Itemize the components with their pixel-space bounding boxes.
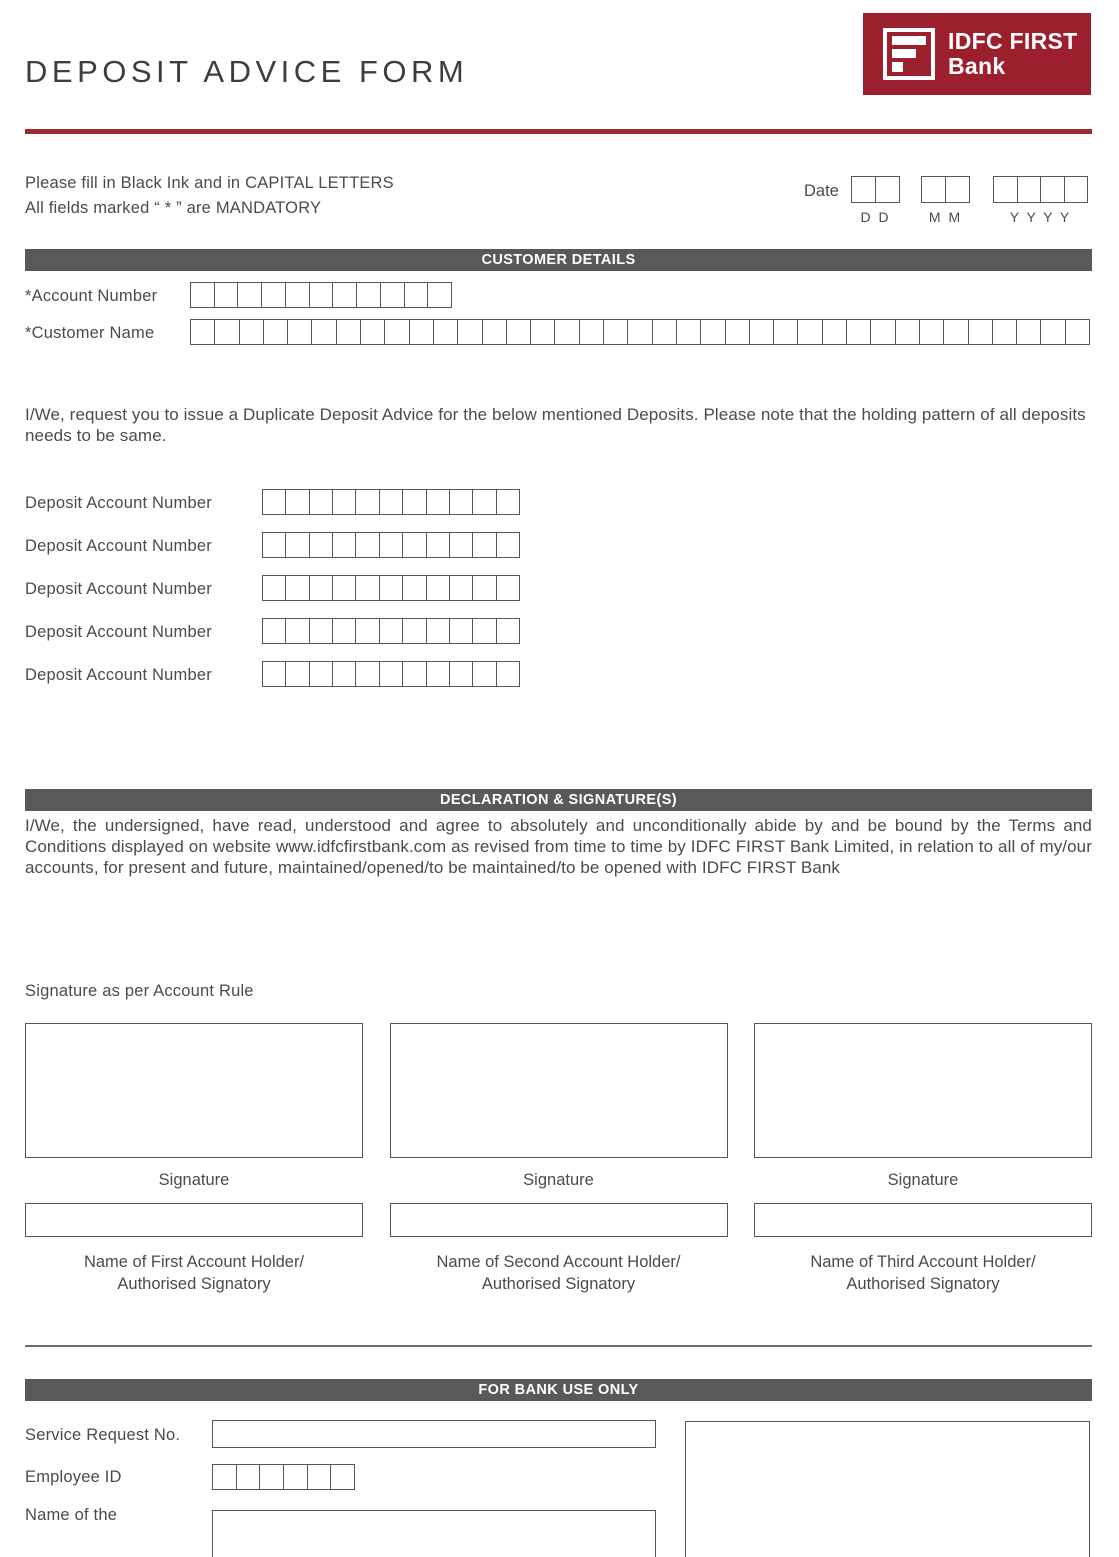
name-input-box-2[interactable] — [390, 1203, 728, 1237]
char-cell[interactable] — [331, 1465, 354, 1489]
signatory-column-2 — [390, 1023, 728, 1295]
char-cell[interactable] — [361, 320, 385, 344]
char-cell[interactable] — [969, 320, 993, 344]
deposit-account-cells-4[interactable] — [262, 618, 520, 644]
char-cell[interactable] — [333, 662, 356, 686]
char-cell[interactable] — [798, 320, 822, 344]
idfc-first-bank-logo — [863, 13, 1091, 95]
char-cell[interactable] — [380, 619, 403, 643]
char-cell[interactable] — [356, 576, 379, 600]
name-of-label: Name of the — [25, 1506, 118, 1524]
char-cell[interactable] — [450, 533, 473, 557]
char-cell[interactable] — [450, 619, 473, 643]
char-cell[interactable] — [410, 320, 434, 344]
char-cell[interactable] — [434, 320, 458, 344]
char-cell[interactable] — [213, 1465, 237, 1489]
name-caption-2-line2: Authorised Signatory — [481, 1275, 636, 1293]
char-cell[interactable] — [427, 576, 450, 600]
deposit-account-label-4: Deposit Account Number — [25, 623, 212, 641]
char-cell[interactable] — [380, 490, 403, 514]
signature-box-1[interactable] — [25, 1023, 363, 1158]
char-cell[interactable] — [1041, 177, 1065, 202]
char-cell[interactable] — [427, 619, 450, 643]
char-cell[interactable] — [310, 576, 333, 600]
name-input-box-3[interactable] — [754, 1203, 1092, 1237]
deposit-account-cells-5[interactable] — [262, 661, 520, 687]
char-cell[interactable] — [286, 662, 309, 686]
accent-divider — [25, 129, 1092, 134]
char-cell[interactable] — [356, 490, 379, 514]
char-cell[interactable] — [852, 177, 876, 202]
char-cell[interactable] — [310, 662, 333, 686]
char-cell[interactable] — [308, 1465, 332, 1489]
name-caption-3 — [810, 1251, 1035, 1295]
date-label: Date — [804, 182, 839, 200]
customer-name-label: *Customer Name — [25, 324, 155, 342]
char-cell[interactable] — [473, 619, 496, 643]
char-cell[interactable] — [458, 320, 482, 344]
char-cell[interactable] — [1041, 320, 1065, 344]
char-cell[interactable] — [405, 283, 429, 307]
char-cell[interactable] — [310, 490, 333, 514]
char-cell[interactable] — [427, 490, 450, 514]
char-cell[interactable] — [427, 662, 450, 686]
char-cell[interactable] — [333, 576, 356, 600]
char-cell[interactable] — [944, 320, 968, 344]
name-caption-1-line2: Authorised Signatory — [117, 1275, 271, 1293]
deposit-account-label-1: Deposit Account Number — [25, 494, 212, 512]
service-request-label: Service Request No. — [25, 1426, 181, 1444]
char-cell[interactable] — [333, 283, 357, 307]
char-cell[interactable] — [310, 619, 333, 643]
char-cell[interactable] — [823, 320, 847, 344]
char-cell[interactable] — [628, 320, 652, 344]
char-cell[interactable] — [920, 320, 944, 344]
char-cell[interactable] — [750, 320, 774, 344]
char-cell[interactable] — [1018, 177, 1042, 202]
char-cell[interactable] — [263, 662, 286, 686]
char-cell[interactable] — [381, 283, 405, 307]
char-cell[interactable] — [896, 320, 920, 344]
char-cell[interactable] — [946, 177, 969, 202]
char-cell[interactable] — [288, 320, 312, 344]
name-caption-3-line2: Authorised Signatory — [846, 1275, 1000, 1293]
deposit-account-cells-3[interactable] — [262, 575, 520, 601]
instruction-line-2: All fields marked “ * ” are MANDATORY — [25, 199, 322, 217]
char-cell[interactable] — [473, 576, 496, 600]
service-request-input[interactable] — [212, 1420, 656, 1448]
char-cell[interactable] — [531, 320, 555, 344]
char-cell[interactable] — [876, 177, 899, 202]
char-cell[interactable] — [356, 662, 379, 686]
char-cell[interactable] — [356, 533, 379, 557]
request-note: I/We, request you to issue a Duplicate Deposit Advice for the below mentioned Deposits. Please note that the holding pattern of all deposits needs to be same. — [25, 405, 1086, 445]
date-month-caption: M M — [928, 209, 963, 225]
customer-name-cells[interactable] — [190, 319, 1090, 345]
char-cell[interactable] — [428, 283, 451, 307]
char-cell[interactable] — [450, 490, 473, 514]
char-cell[interactable] — [215, 320, 239, 344]
section-header-customer-details: CUSTOMER DETAILS — [25, 249, 1092, 271]
section-header-bank-use: FOR BANK USE ONLY — [25, 1379, 1092, 1401]
char-cell[interactable] — [380, 662, 403, 686]
char-cell[interactable] — [497, 662, 519, 686]
char-cell[interactable] — [310, 533, 333, 557]
name-input-box-1[interactable] — [25, 1203, 363, 1237]
char-cell[interactable] — [403, 576, 426, 600]
char-cell[interactable] — [1017, 320, 1041, 344]
char-cell[interactable] — [580, 320, 604, 344]
char-cell[interactable] — [994, 177, 1018, 202]
deposit-account-label-5: Deposit Account Number — [25, 666, 212, 684]
char-cell[interactable] — [333, 619, 356, 643]
char-cell[interactable] — [191, 320, 215, 344]
name-of-input[interactable] — [212, 1510, 656, 1557]
char-cell[interactable] — [284, 1465, 308, 1489]
char-cell[interactable] — [286, 619, 309, 643]
char-cell[interactable] — [385, 320, 409, 344]
char-cell[interactable] — [380, 576, 403, 600]
date-year-cells[interactable] — [993, 176, 1088, 203]
char-cell[interactable] — [653, 320, 677, 344]
name-caption-2-line1: Name of Second Account Holder/ — [436, 1253, 681, 1271]
char-cell[interactable] — [263, 576, 286, 600]
char-cell[interactable] — [238, 283, 262, 307]
name-caption-3-line1: Name of Third Account Holder/ — [810, 1253, 1036, 1271]
signatory-column-3 — [754, 1023, 1092, 1295]
char-cell[interactable] — [264, 320, 288, 344]
date-year-caption: Y Y Y Y — [1009, 209, 1072, 225]
employee-id-label: Employee ID — [25, 1468, 122, 1486]
char-cell[interactable] — [263, 619, 286, 643]
date-day-cells[interactable] — [851, 176, 900, 203]
signature-caption-1: Signature — [158, 1171, 230, 1189]
char-cell[interactable] — [993, 320, 1017, 344]
name-caption-2 — [437, 1251, 681, 1295]
char-cell[interactable] — [215, 283, 239, 307]
logo-text — [948, 29, 1078, 79]
char-cell[interactable] — [726, 320, 750, 344]
char-cell[interactable] — [427, 533, 450, 557]
signature-rule-label: Signature as per Account Rule — [25, 982, 254, 1000]
char-cell[interactable] — [497, 576, 519, 600]
deposit-account-cells-2[interactable] — [262, 532, 520, 558]
char-cell[interactable] — [337, 320, 361, 344]
employee-id-cells[interactable] — [212, 1464, 355, 1490]
char-cell[interactable] — [922, 177, 946, 202]
section-divider — [25, 1345, 1092, 1347]
char-cell[interactable] — [473, 662, 496, 686]
char-cell[interactable] — [473, 533, 496, 557]
char-cell[interactable] — [677, 320, 701, 344]
idfc-logo-icon — [883, 28, 935, 80]
char-cell[interactable] — [286, 533, 309, 557]
char-cell[interactable] — [263, 490, 286, 514]
signature-box-3[interactable] — [754, 1023, 1092, 1158]
char-cell[interactable] — [604, 320, 628, 344]
char-cell[interactable] — [333, 533, 356, 557]
char-cell[interactable] — [237, 1465, 261, 1489]
char-cell[interactable] — [403, 662, 426, 686]
section-header-declaration: DECLARATION & SIGNATURE(S) — [25, 789, 1092, 811]
char-cell[interactable] — [286, 283, 310, 307]
char-cell[interactable] — [312, 320, 336, 344]
logo-line2: Bank — [948, 53, 1006, 79]
instruction-line-1: Please fill in Black Ink and in CAPITAL LETTERS — [25, 174, 394, 192]
char-cell[interactable] — [260, 1465, 284, 1489]
name-caption-1-line1: Name of First Account Holder/ — [83, 1253, 305, 1271]
char-cell[interactable] — [403, 619, 426, 643]
char-cell[interactable] — [403, 533, 426, 557]
char-cell[interactable] — [497, 533, 519, 557]
deposit-account-cells-1[interactable] — [262, 489, 520, 515]
declaration-text: I/We, the undersigned, have read, understood and agree to absolutely and unconditionally abide by and be bound by the Terms and Conditions displayed on website www.idfcfirstbank.com as revised from time to time by IDFC FIRST Bank Limited, in relation to all of my/our accounts, for present and future, maintained/opened/to be maintained/to be opened with IDFC FIRST Bank — [25, 816, 1092, 877]
signature-caption-3: Signature — [887, 1171, 959, 1189]
char-cell[interactable] — [483, 320, 507, 344]
page-title: DEPOSIT ADVICE FORM — [25, 54, 469, 89]
char-cell[interactable] — [701, 320, 725, 344]
date-day-caption: D D — [860, 209, 891, 225]
char-cell[interactable] — [871, 320, 895, 344]
name-caption-1 — [84, 1251, 304, 1295]
char-cell[interactable] — [1066, 320, 1089, 344]
signature-box-2[interactable] — [390, 1023, 728, 1158]
deposit-account-label-2: Deposit Account Number — [25, 537, 212, 555]
signatory-column-1 — [25, 1023, 363, 1295]
char-cell[interactable] — [286, 490, 309, 514]
signature-grid — [25, 1023, 1092, 1295]
char-cell[interactable] — [774, 320, 798, 344]
char-cell[interactable] — [450, 576, 473, 600]
char-cell[interactable] — [473, 490, 496, 514]
char-cell[interactable] — [333, 490, 356, 514]
logo-line1: IDFC FIRST — [948, 28, 1078, 54]
char-cell[interactable] — [403, 490, 426, 514]
account-number-cells[interactable] — [190, 282, 452, 308]
char-cell[interactable] — [240, 320, 264, 344]
signature-caption-2: Signature — [523, 1171, 594, 1189]
char-cell[interactable] — [1065, 177, 1088, 202]
char-cell[interactable] — [356, 619, 379, 643]
char-cell[interactable] — [191, 283, 215, 307]
deposit-account-label-3: Deposit Account Number — [25, 580, 212, 598]
date-month-cells[interactable] — [921, 176, 970, 203]
char-cell[interactable] — [357, 283, 381, 307]
bank-stamp-box[interactable] — [685, 1421, 1090, 1557]
char-cell[interactable] — [847, 320, 871, 344]
char-cell[interactable] — [263, 533, 286, 557]
char-cell[interactable] — [286, 576, 309, 600]
char-cell[interactable] — [555, 320, 579, 344]
account-number-label: *Account Number — [25, 287, 158, 305]
char-cell[interactable] — [380, 533, 403, 557]
char-cell[interactable] — [310, 283, 334, 307]
char-cell[interactable] — [450, 662, 473, 686]
char-cell[interactable] — [507, 320, 531, 344]
char-cell[interactable] — [497, 490, 519, 514]
char-cell[interactable] — [262, 283, 286, 307]
char-cell[interactable] — [497, 619, 519, 643]
